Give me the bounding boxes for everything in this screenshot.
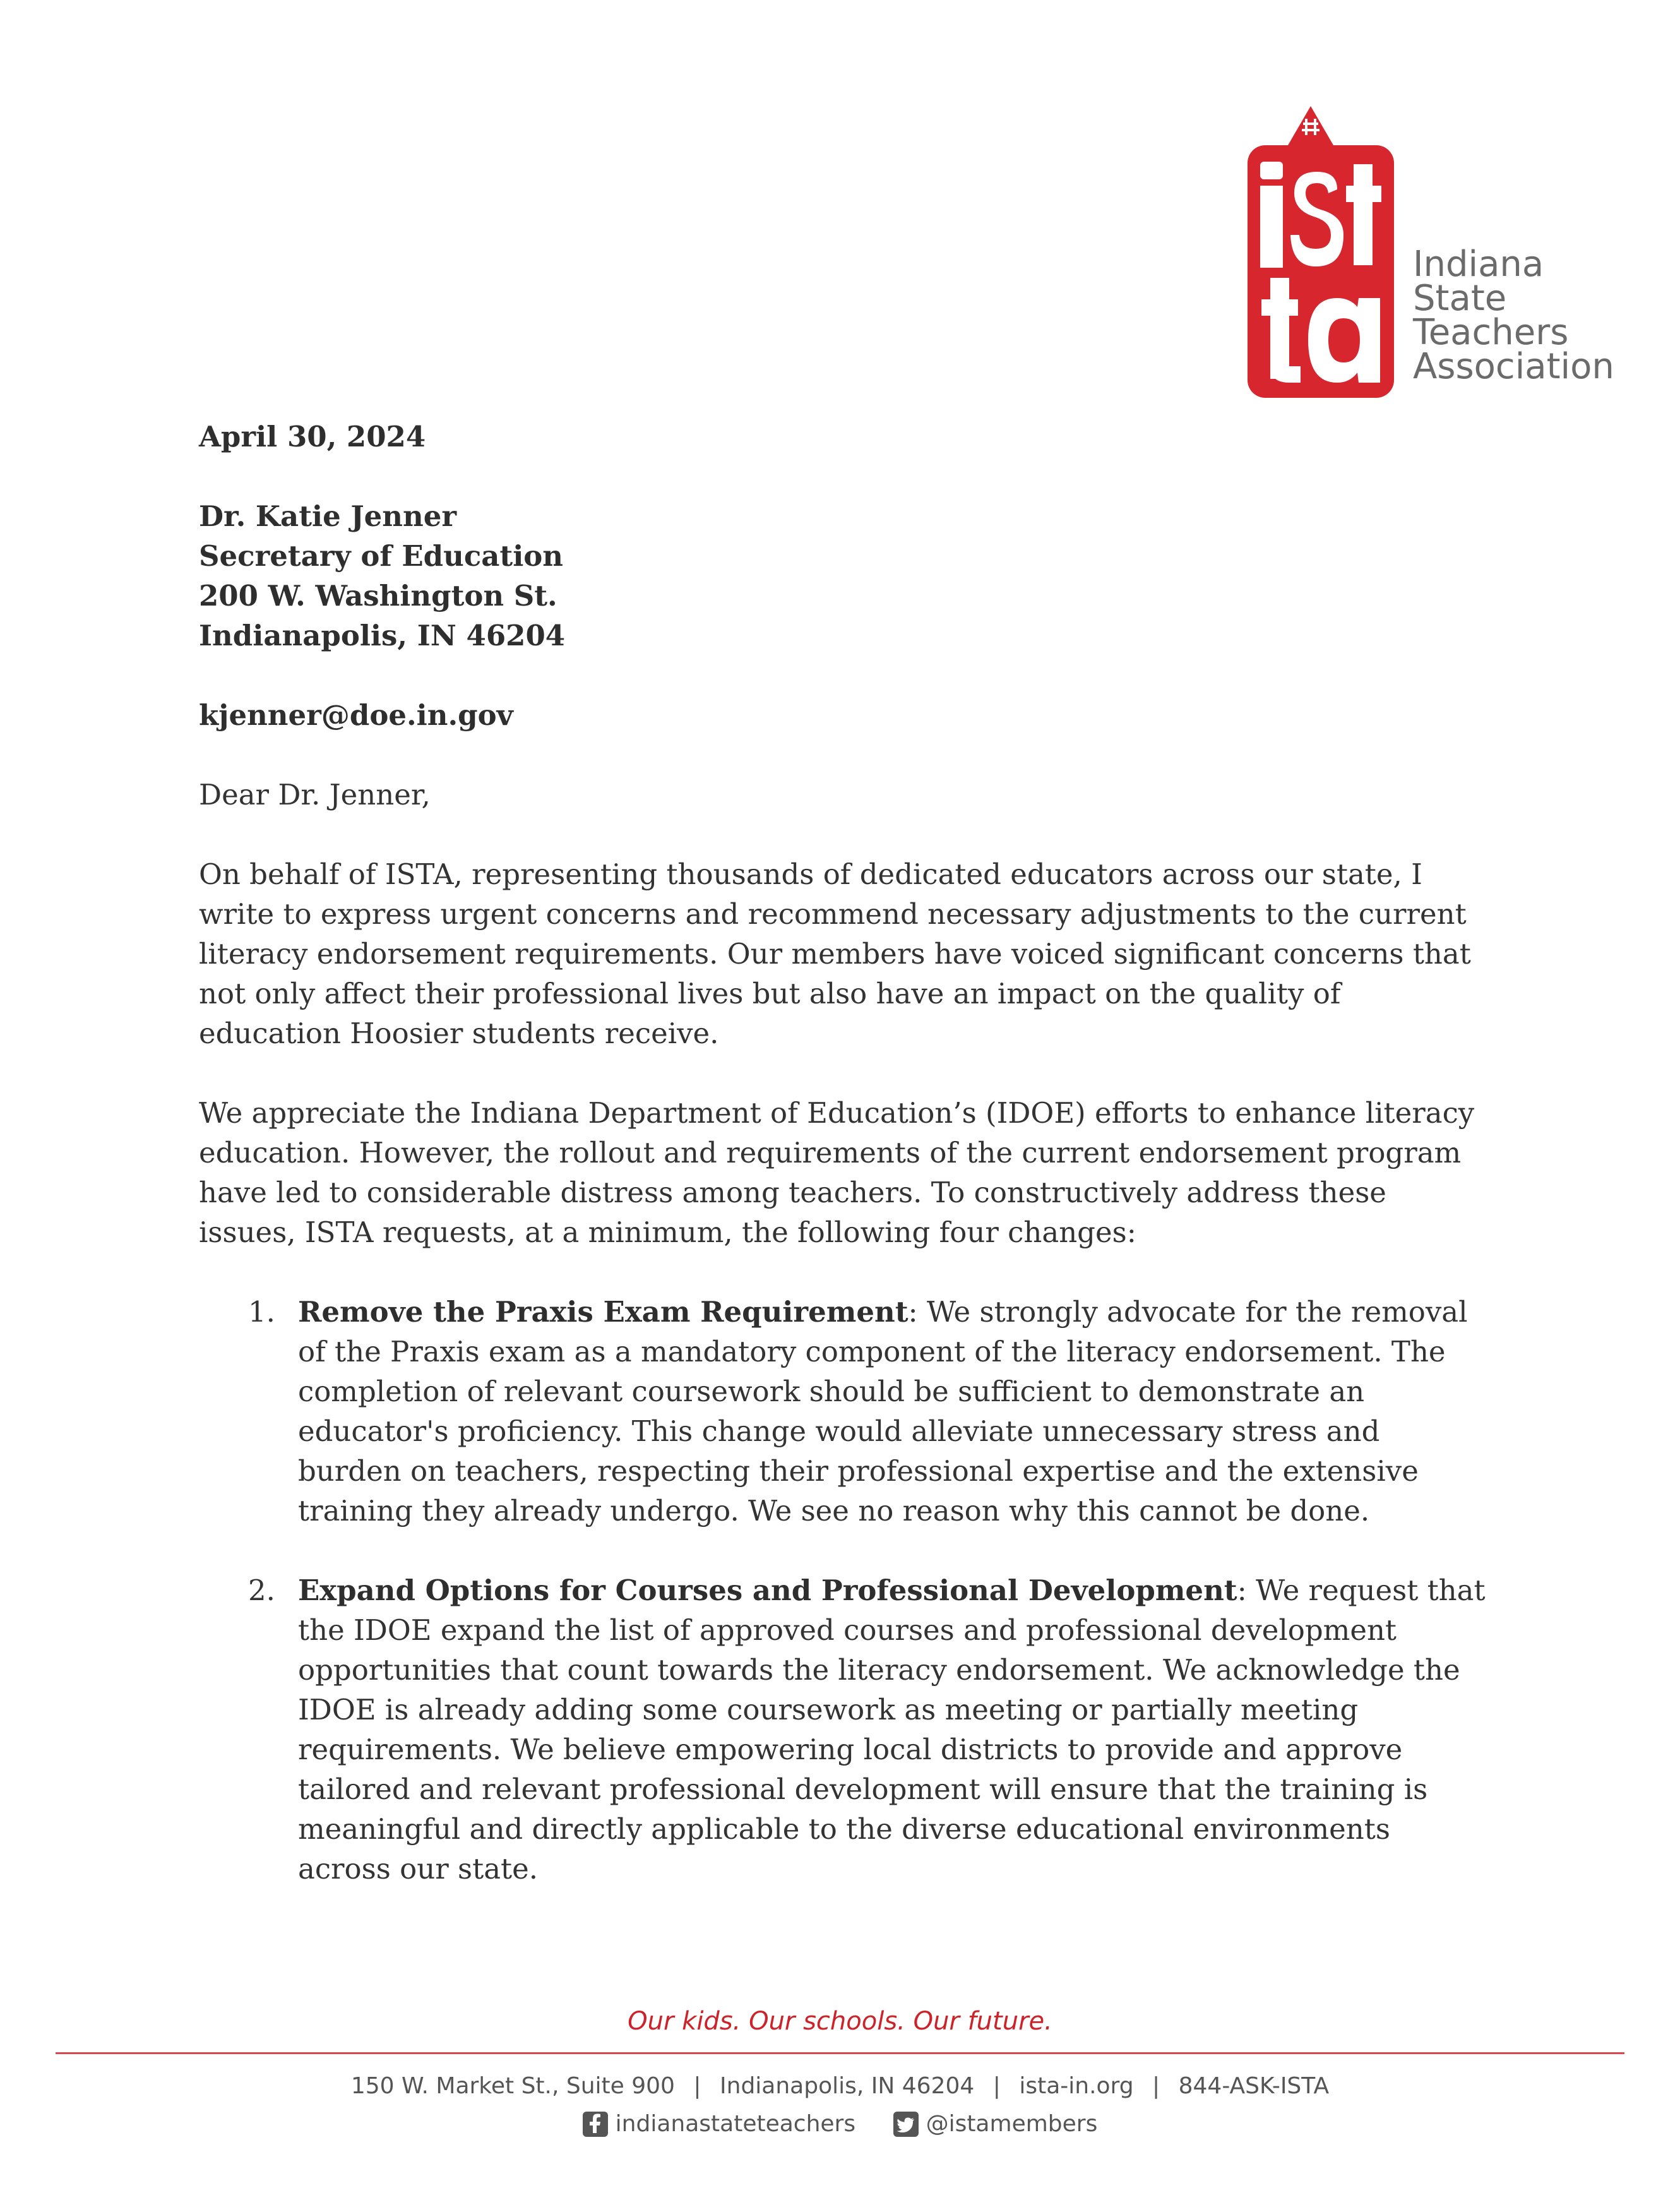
list-item-title: Remove the Praxis Exam Requirement <box>298 1295 909 1329</box>
logo-word: Indiana <box>1413 244 1544 285</box>
recipient-title: Secretary of Education <box>199 539 564 573</box>
footer-tagline: Our kids. Our schools. Our future. <box>628 2007 1052 2036</box>
twitter-handle: @istamembers <box>926 2111 1098 2137</box>
footer-divider <box>56 2052 1624 2054</box>
list-item-number: 2. <box>248 1574 275 1607</box>
logo-word: Association <box>1413 346 1614 387</box>
list-item <box>199 1292 1487 1531</box>
logo-wordmark <box>1413 244 1614 387</box>
salutation: Dear Dr. Jenner, <box>199 778 431 811</box>
requested-changes-list <box>199 1292 1487 1889</box>
footer-street: 150 W. Market St., Suite 900 <box>350 2073 675 2099</box>
recipient-email: kjenner@doe.in.gov <box>199 698 513 732</box>
ista-logo <box>1242 101 1621 398</box>
footer-address <box>0 2073 1680 2099</box>
footer-city: Indianapolis, IN 46204 <box>720 2073 975 2099</box>
logo-word: Teachers <box>1413 312 1569 353</box>
twitter-icon <box>893 2112 919 2137</box>
recipient-city: Indianapolis, IN 46204 <box>199 619 566 652</box>
footer-social <box>0 2111 1680 2143</box>
twitter-link[interactable] <box>893 2111 1098 2137</box>
list-item <box>199 1570 1487 1889</box>
logo-word: State <box>1413 278 1507 319</box>
recipient-name: Dr. Katie Jenner <box>199 499 457 533</box>
footer-website-link[interactable]: ista-in.org <box>1019 2073 1134 2099</box>
list-item-text: : We strongly advocate for the removal of the Praxis exam as a mandatory component of the literacy endorsement. The completion of relevant coursework should be sufficient to demonstrate an educator's proficiency. This change would alleviate unnecessary stress and burden on teachers, respecting their professional expertise and the extensive training they already undergo. We see no reason why this cannot be done. <box>298 1295 1468 1527</box>
footer-separator: | <box>1152 2073 1160 2099</box>
list-item-text: : We request that the IDOE expand the list of approved courses and professional development opportunities that count towards the literacy endorsement. We acknowledge the IDOE is already adding some coursework as meeting or partially meeting requirements. We believe empowering local districts to provide and approve tailored and relevant professional development will ensure that the training is meaningful and directly applicable to the diverse educational environments across our state. <box>298 1574 1486 1886</box>
footer-phone[interactable]: 844-ASK-ISTA <box>1178 2073 1330 2099</box>
ista-logo-mark <box>1242 101 1394 398</box>
footer-separator: | <box>992 2073 1001 2099</box>
paragraph-context: We appreciate the Indiana Department of Education’s (IDOE) efforts to enhance literacy education. However, the rollout and requirements of the current endorsement program have led to considerable distress among teachers. To constructively address these issues, ISTA requests, at a minimum, the following four changes: <box>199 1096 1475 1249</box>
recipient-block <box>199 496 1487 655</box>
facebook-icon <box>583 2112 608 2137</box>
list-item-number: 1. <box>248 1295 275 1329</box>
facebook-link[interactable] <box>583 2111 855 2137</box>
recipient-street: 200 W. Washington St. <box>199 579 557 613</box>
letter-date: April 30, 2024 <box>199 420 426 453</box>
list-item-title: Expand Options for Courses and Professional Development <box>298 1574 1237 1607</box>
letter-body <box>199 417 1487 1928</box>
paragraph-intro: On behalf of ISTA, representing thousands of dedicated educators across our state, I write to express urgent concerns and recommend necessary adjustments to the current literacy endorsement requirements. Our members have voiced significant concerns that not only affect their professional lives but also have an impact on the quality of education Hoosier students receive. <box>199 858 1471 1050</box>
footer-separator: | <box>693 2073 701 2099</box>
facebook-handle: indianastateteachers <box>615 2111 856 2137</box>
